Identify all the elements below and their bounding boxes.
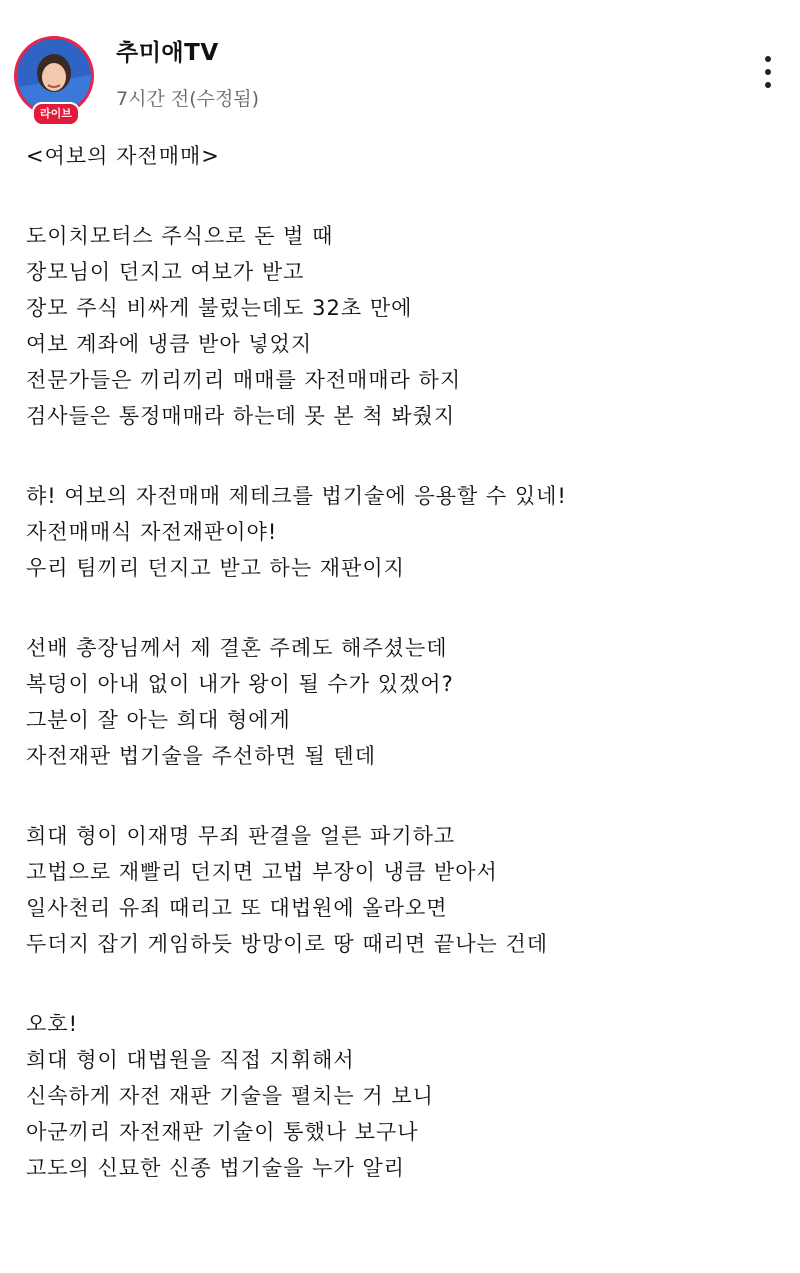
post-line: 자전재판 법기술을 주선하면 될 텐데 bbox=[26, 744, 376, 768]
post-title: <여보의 자전매매> bbox=[26, 144, 220, 168]
post-line: 복덩이 아내 없이 내가 왕이 될 수가 있겠어? bbox=[26, 672, 454, 696]
post-line: 일사천리 유죄 때리고 또 대법원에 올라오면 bbox=[26, 896, 448, 920]
post-line: 오호! bbox=[26, 1012, 78, 1036]
post-line: 전문가들은 끼리끼리 매매를 자전매매라 하지 bbox=[26, 368, 462, 392]
vertical-ellipsis-icon bbox=[765, 56, 771, 62]
post-line: 희대 형이 대법원을 직접 지휘해서 bbox=[26, 1048, 355, 1072]
post-line: 고도의 신묘한 신종 법기술을 누가 알리 bbox=[26, 1156, 405, 1180]
post-body bbox=[26, 138, 786, 1186]
live-badge: 라이브 bbox=[32, 102, 80, 126]
vertical-ellipsis-icon bbox=[765, 69, 771, 75]
post-line: 우리 팀끼리 던지고 받고 하는 재판이지 bbox=[26, 556, 405, 580]
post-line: 장모님이 던지고 여보가 받고 bbox=[26, 260, 305, 284]
blank-line bbox=[26, 174, 786, 218]
post-line: 장모 주식 비싸게 불렀는데도 32초 만에 bbox=[26, 296, 413, 320]
post-line: 검사들은 통정매매라 하는데 못 본 척 봐줬지 bbox=[26, 404, 456, 428]
post-line: 선배 총장님께서 제 결혼 주례도 해주셨는데 bbox=[26, 636, 448, 660]
blank-line bbox=[26, 774, 786, 818]
post-line: 자전매매식 자전재판이야! bbox=[26, 520, 278, 544]
post-line: 아군끼리 자전재판 기술이 통했나 보구나 bbox=[26, 1120, 419, 1144]
channel-avatar[interactable] bbox=[14, 36, 100, 122]
post-line: 고법으로 재빨리 던지면 고법 부장이 냉큼 받아서 bbox=[26, 860, 498, 884]
vertical-ellipsis-icon bbox=[765, 82, 771, 88]
blank-line bbox=[26, 434, 786, 478]
more-options-button[interactable] bbox=[752, 52, 784, 92]
post-line: 햐! 여보의 자전매매 제테크를 법기술에 응용할 수 있네! bbox=[26, 484, 567, 508]
post-line: 두더지 잡기 게임하듯 방망이로 땅 때리면 끝나는 건데 bbox=[26, 932, 549, 956]
post-header bbox=[0, 0, 800, 125]
blank-line bbox=[26, 586, 786, 630]
channel-name[interactable]: 추미애TV bbox=[116, 40, 219, 66]
post-line: 여보 계좌에 냉큼 받아 넣었지 bbox=[26, 332, 313, 356]
post-line: 도이치모터스 주식으로 돈 벌 때 bbox=[26, 224, 334, 248]
post-line: 희대 형이 이재명 무죄 판결을 얼른 파기하고 bbox=[26, 824, 456, 848]
post-line: 그분이 잘 아는 희대 형에게 bbox=[26, 708, 291, 732]
post-line: 신속하게 자전 재판 기술을 펼치는 거 보니 bbox=[26, 1084, 434, 1108]
post-timestamp: 7시간 전(수정됨) bbox=[116, 88, 260, 110]
blank-line bbox=[26, 962, 786, 1006]
